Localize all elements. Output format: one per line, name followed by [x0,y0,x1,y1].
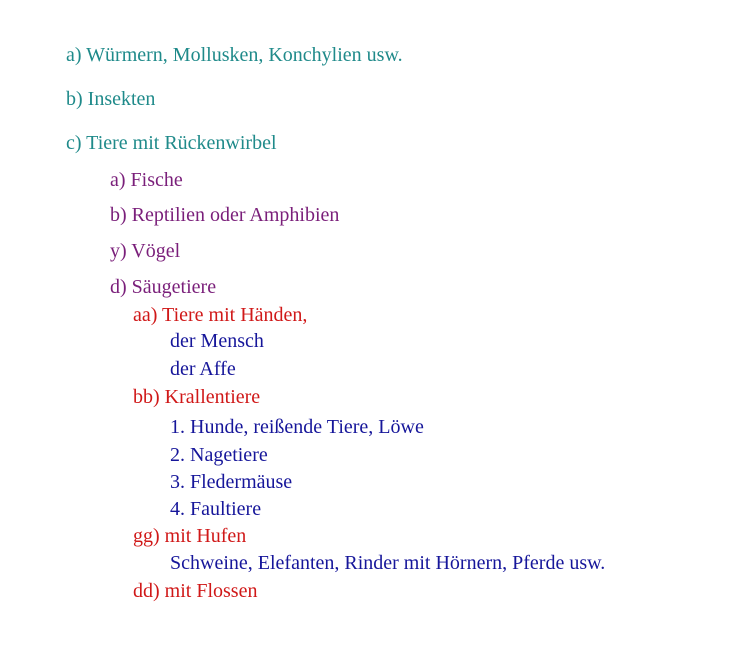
item-insects: b) Insekten [66,88,156,110]
item-mammals: d) Säugetiere [110,276,217,298]
item-rodents: 2. Nagetiere [170,444,268,466]
item-worms: a) Würmern, Mollusken, Konchylien usw. [66,44,403,66]
item-vertebrates: c) Tiere mit Rückenwirbel [66,132,277,154]
item-hoofed-examples: Schweine, Elefanten, Rinder mit Hörnern, Pferde usw. [170,552,606,574]
item-human: der Mensch [170,330,264,352]
item-fish: a) Fische [110,169,183,191]
item-birds: y) Vögel [110,240,181,262]
item-dogs: 1. Hunde, reißende Tiere, Löwe [170,416,424,438]
item-ape: der Affe [170,358,236,380]
item-sloths: 4. Faultiere [170,498,262,520]
item-hoofed: gg) mit Hufen [133,525,247,547]
item-clawed: bb) Krallentiere [133,386,261,408]
item-finned: dd) mit Flossen [133,580,258,602]
item-reptiles: b) Reptilien oder Amphibien [110,204,340,226]
item-primates: aa) Tiere mit Händen, [133,304,308,326]
item-bats: 3. Fledermäuse [170,471,293,493]
